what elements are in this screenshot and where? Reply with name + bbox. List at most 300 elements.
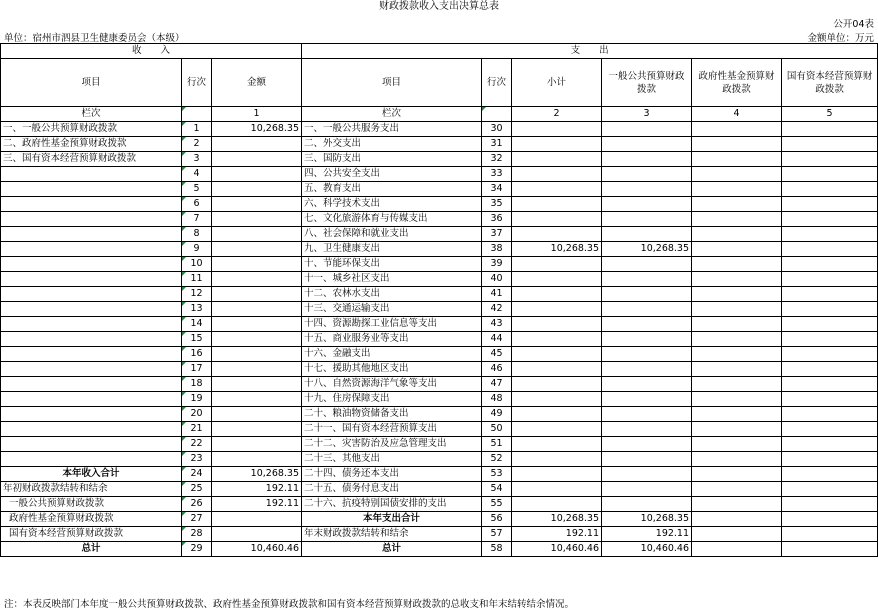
gov-fund-amount — [692, 542, 782, 557]
income-amount — [212, 167, 302, 182]
expense-item: 四、公共安全支出 — [302, 167, 482, 182]
table-row — [1, 272, 878, 287]
expense-line-no: 35 — [482, 197, 512, 212]
state-capital-amount — [782, 377, 878, 392]
expense-item: 十一、城乡社区支出 — [302, 272, 482, 287]
gov-fund-header: 政府性基金预算财政拨款 — [692, 59, 782, 107]
income-section-header: 收 入 — [1, 44, 302, 59]
expense-item: 三、国防支出 — [302, 152, 482, 167]
gov-fund-amount — [692, 167, 782, 182]
subtotal-amount: 10,268.35 — [512, 512, 602, 527]
general-budget-amount: 192.11 — [602, 527, 692, 542]
column-blank — [182, 107, 212, 122]
expense-item: 总计 — [302, 542, 482, 557]
column-number-1: 1 — [212, 107, 302, 122]
expense-item: 九、卫生健康支出 — [302, 242, 482, 257]
income-amount — [212, 392, 302, 407]
general-budget-amount — [602, 407, 692, 422]
expense-item: 十五、商业服务业等支出 — [302, 332, 482, 347]
income-item — [1, 167, 182, 182]
income-line-no: 23 — [182, 452, 212, 467]
state-capital-amount — [782, 407, 878, 422]
table-row — [1, 362, 878, 377]
expense-line-no: 34 — [482, 182, 512, 197]
expense-item: 二十五、债务付息支出 — [302, 482, 482, 497]
table-row — [1, 242, 878, 257]
subtotal-amount — [512, 257, 602, 272]
income-amount — [212, 152, 302, 167]
subtotal-amount — [512, 377, 602, 392]
income-line-no: 2 — [182, 137, 212, 152]
income-line-no: 27 — [182, 512, 212, 527]
amount-unit: 金额单位：万元 — [807, 33, 874, 44]
subtotal-amount — [512, 422, 602, 437]
state-capital-amount — [782, 527, 878, 542]
state-capital-amount — [782, 257, 878, 272]
subtotal-amount — [512, 332, 602, 347]
income-item — [1, 392, 182, 407]
expense-item: 十二、农林水支出 — [302, 287, 482, 302]
gov-fund-amount — [692, 362, 782, 377]
general-budget-amount — [602, 167, 692, 182]
state-capital-amount — [782, 542, 878, 557]
gov-fund-amount — [692, 212, 782, 227]
expense-item: 二十四、债务还本支出 — [302, 467, 482, 482]
subtotal-amount — [512, 212, 602, 227]
gov-fund-amount — [692, 302, 782, 317]
gov-fund-amount — [692, 242, 782, 257]
subtotal-amount: 192.11 — [512, 527, 602, 542]
general-budget-amount — [602, 182, 692, 197]
income-item — [1, 332, 182, 347]
expense-line-no: 38 — [482, 242, 512, 257]
gov-fund-amount — [692, 482, 782, 497]
income-amount — [212, 302, 302, 317]
expense-item: 本年支出合计 — [302, 512, 482, 527]
column-number-4: 4 — [692, 107, 782, 122]
subtotal-amount — [512, 302, 602, 317]
table-row — [1, 542, 878, 557]
general-budget-amount — [602, 257, 692, 272]
income-line-no: 20 — [182, 407, 212, 422]
subtotal-amount — [512, 167, 602, 182]
income-item — [1, 197, 182, 212]
income-line-no: 10 — [182, 257, 212, 272]
income-item — [1, 317, 182, 332]
income-item — [1, 347, 182, 362]
general-budget-amount — [602, 332, 692, 347]
subtotal-amount — [512, 182, 602, 197]
form-number: 公开04表 — [833, 19, 874, 30]
income-line-no: 26 — [182, 497, 212, 512]
expense-item: 十六、金融支出 — [302, 347, 482, 362]
income-amount-header: 金额 — [212, 59, 302, 107]
income-line-no: 14 — [182, 317, 212, 332]
income-item — [1, 422, 182, 437]
expense-line-no: 48 — [482, 392, 512, 407]
table-row — [1, 302, 878, 317]
expense-item: 十三、交通运输支出 — [302, 302, 482, 317]
expense-item: 五、教育支出 — [302, 182, 482, 197]
gov-fund-amount — [692, 317, 782, 332]
expense-line-no: 42 — [482, 302, 512, 317]
general-budget-amount — [602, 467, 692, 482]
state-capital-amount — [782, 242, 878, 257]
income-amount: 10,460.46 — [212, 542, 302, 557]
general-budget-amount — [602, 212, 692, 227]
gov-fund-amount — [692, 332, 782, 347]
subtotal-amount — [512, 407, 602, 422]
subtotal-header: 小计 — [512, 59, 602, 107]
general-budget-amount — [602, 437, 692, 452]
general-budget-amount — [602, 272, 692, 287]
table-row — [1, 527, 878, 542]
income-line-no: 17 — [182, 362, 212, 377]
table-row — [1, 452, 878, 467]
subtotal-amount — [512, 482, 602, 497]
gov-fund-amount — [692, 122, 782, 137]
column-blank — [482, 107, 512, 122]
expense-line-no: 49 — [482, 407, 512, 422]
income-line-no: 15 — [182, 332, 212, 347]
subtotal-amount — [512, 362, 602, 377]
income-amount: 192.11 — [212, 482, 302, 497]
general-budget-amount — [602, 287, 692, 302]
general-budget-amount — [602, 392, 692, 407]
gov-fund-amount — [692, 182, 782, 197]
income-amount — [212, 287, 302, 302]
income-line-no: 4 — [182, 167, 212, 182]
income-item: 一般公共预算财政拨款 — [1, 497, 182, 512]
expense-line-no: 50 — [482, 422, 512, 437]
state-capital-amount — [782, 212, 878, 227]
income-line-no: 13 — [182, 302, 212, 317]
subtotal-amount — [512, 287, 602, 302]
income-line-no: 28 — [182, 527, 212, 542]
state-capital-amount — [782, 182, 878, 197]
expense-item: 二、外交支出 — [302, 137, 482, 152]
income-amount — [212, 512, 302, 527]
general-budget-amount — [602, 377, 692, 392]
income-amount — [212, 317, 302, 332]
general-budget-amount — [602, 137, 692, 152]
state-capital-amount — [782, 422, 878, 437]
income-amount — [212, 137, 302, 152]
expense-item: 八、社会保障和就业支出 — [302, 227, 482, 242]
income-amount — [212, 227, 302, 242]
state-capital-amount — [782, 497, 878, 512]
income-amount: 10,268.35 — [212, 122, 302, 137]
income-item — [1, 407, 182, 422]
general-budget-amount: 10,460.46 — [602, 542, 692, 557]
subtotal-amount — [512, 152, 602, 167]
table-row — [1, 212, 878, 227]
gov-fund-amount — [692, 377, 782, 392]
table-row — [1, 392, 878, 407]
state-capital-amount — [782, 467, 878, 482]
subtotal-amount — [512, 137, 602, 152]
income-amount — [212, 212, 302, 227]
state-capital-amount — [782, 137, 878, 152]
income-item — [1, 182, 182, 197]
state-capital-amount — [782, 347, 878, 362]
expense-line-no: 46 — [482, 362, 512, 377]
state-capital-amount — [782, 122, 878, 137]
general-budget-amount — [602, 482, 692, 497]
subtotal-amount — [512, 197, 602, 212]
income-item — [1, 242, 182, 257]
expense-line-no: 53 — [482, 467, 512, 482]
expense-item: 二十一、国有资本经营预算支出 — [302, 422, 482, 437]
expense-line-no: 37 — [482, 227, 512, 242]
expense-line-no: 55 — [482, 497, 512, 512]
expense-line-no: 47 — [482, 377, 512, 392]
income-amount — [212, 422, 302, 437]
table-row — [1, 347, 878, 362]
expense-line-no: 52 — [482, 452, 512, 467]
general-budget-amount — [602, 452, 692, 467]
subtotal-amount — [512, 437, 602, 452]
general-budget-amount — [602, 422, 692, 437]
general-budget-amount — [602, 122, 692, 137]
state-capital-amount — [782, 227, 878, 242]
gov-fund-amount — [692, 272, 782, 287]
general-budget-amount — [602, 347, 692, 362]
table-row — [1, 377, 878, 392]
footnote: 注：本表反映部门本年度一般公共预算财政拨款、政府性基金预算财政拨款和国有资本经营预算财政拨款的总收支和年末结转结余情况。 — [4, 599, 575, 610]
subtotal-amount — [512, 317, 602, 332]
state-capital-header: 国有资本经营预算财政拨款 — [782, 59, 878, 107]
expense-line-no: 45 — [482, 347, 512, 362]
expense-line-no: 31 — [482, 137, 512, 152]
income-item: 政府性基金预算财政拨款 — [1, 512, 182, 527]
income-amount — [212, 182, 302, 197]
income-amount — [212, 257, 302, 272]
state-capital-amount — [782, 302, 878, 317]
gov-fund-amount — [692, 437, 782, 452]
table-row — [1, 287, 878, 302]
state-capital-amount — [782, 152, 878, 167]
income-item — [1, 302, 182, 317]
table-row — [1, 122, 878, 137]
expense-line-no: 30 — [482, 122, 512, 137]
state-capital-amount — [782, 332, 878, 347]
gov-fund-amount — [692, 512, 782, 527]
expense-item: 六、科学技术支出 — [302, 197, 482, 212]
gov-fund-amount — [692, 527, 782, 542]
state-capital-amount — [782, 437, 878, 452]
expense-item: 一、一般公共服务支出 — [302, 122, 482, 137]
report-title: 财政拨款收入支出决算总表 — [379, 1, 499, 12]
table-row — [1, 422, 878, 437]
income-amount — [212, 197, 302, 212]
income-amount — [212, 362, 302, 377]
general-budget-amount — [602, 152, 692, 167]
expense-line-no: 43 — [482, 317, 512, 332]
income-item: 本年收入合计 — [1, 467, 182, 482]
table-row — [1, 467, 878, 482]
income-item: 三、国有资本经营预算财政拨款 — [1, 152, 182, 167]
income-amount — [212, 437, 302, 452]
expense-line-no: 39 — [482, 257, 512, 272]
income-line-no: 24 — [182, 467, 212, 482]
gov-fund-amount — [692, 287, 782, 302]
income-item-header: 项目 — [1, 59, 182, 107]
income-item — [1, 362, 182, 377]
gov-fund-amount — [692, 257, 782, 272]
expense-line-no: 44 — [482, 332, 512, 347]
gov-fund-amount — [692, 407, 782, 422]
column-label-left: 栏次 — [1, 107, 182, 122]
expense-section-header: 支 出 — [302, 44, 878, 59]
general-budget-header: 一般公共预算财政拨款 — [602, 59, 692, 107]
income-line-no: 25 — [182, 482, 212, 497]
general-budget-amount — [602, 497, 692, 512]
subtotal-amount — [512, 227, 602, 242]
expense-line-no: 58 — [482, 542, 512, 557]
table-row — [1, 152, 878, 167]
expense-item-header: 项目 — [302, 59, 482, 107]
income-amount — [212, 242, 302, 257]
general-budget-amount: 10,268.35 — [602, 242, 692, 257]
income-line-no: 21 — [182, 422, 212, 437]
income-amount — [212, 272, 302, 287]
subtotal-amount — [512, 272, 602, 287]
table-row — [1, 437, 878, 452]
table-row — [1, 332, 878, 347]
subtotal-amount: 10,460.46 — [512, 542, 602, 557]
table-row — [1, 257, 878, 272]
gov-fund-amount — [692, 467, 782, 482]
income-line-no: 11 — [182, 272, 212, 287]
income-line-no: 6 — [182, 197, 212, 212]
income-amount: 10,268.35 — [212, 467, 302, 482]
income-amount — [212, 452, 302, 467]
income-line-no: 16 — [182, 347, 212, 362]
income-amount — [212, 347, 302, 362]
state-capital-amount — [782, 167, 878, 182]
state-capital-amount — [782, 197, 878, 212]
table-row — [1, 407, 878, 422]
gov-fund-amount — [692, 227, 782, 242]
column-number-3: 3 — [602, 107, 692, 122]
income-item — [1, 257, 182, 272]
income-line-no: 1 — [182, 122, 212, 137]
expense-item: 十、节能环保支出 — [302, 257, 482, 272]
general-budget-amount — [602, 317, 692, 332]
state-capital-amount — [782, 512, 878, 527]
income-item — [1, 227, 182, 242]
expense-item: 二十二、灾害防治及应急管理支出 — [302, 437, 482, 452]
expense-item: 年末财政拨款结转和结余 — [302, 527, 482, 542]
column-number-5: 5 — [782, 107, 878, 122]
income-item — [1, 437, 182, 452]
expense-line-no: 56 — [482, 512, 512, 527]
income-item — [1, 377, 182, 392]
table-row — [1, 197, 878, 212]
gov-fund-amount — [692, 197, 782, 212]
expense-item: 十八、自然资源海洋气象等支出 — [302, 377, 482, 392]
expense-line-no: 54 — [482, 482, 512, 497]
expense-line-no: 41 — [482, 287, 512, 302]
subtotal-amount — [512, 392, 602, 407]
expense-item: 二十、粮油物资储备支出 — [302, 407, 482, 422]
income-amount: 192.11 — [212, 497, 302, 512]
income-item — [1, 272, 182, 287]
income-line-no: 19 — [182, 392, 212, 407]
income-line-no: 9 — [182, 242, 212, 257]
income-line-no: 29 — [182, 542, 212, 557]
table-row — [1, 512, 878, 527]
expense-line-no: 40 — [482, 272, 512, 287]
expense-item: 七、文化旅游体育与传媒支出 — [302, 212, 482, 227]
expense-item: 十九、住房保障支出 — [302, 392, 482, 407]
state-capital-amount — [782, 362, 878, 377]
state-capital-amount — [782, 482, 878, 497]
expense-item: 十七、援助其他地区支出 — [302, 362, 482, 377]
gov-fund-amount — [692, 422, 782, 437]
table-row — [1, 317, 878, 332]
income-line-no: 7 — [182, 212, 212, 227]
state-capital-amount — [782, 317, 878, 332]
income-line-header: 行次 — [182, 59, 212, 107]
expense-line-no: 32 — [482, 152, 512, 167]
gov-fund-amount — [692, 392, 782, 407]
expense-line-no: 33 — [482, 167, 512, 182]
gov-fund-amount — [692, 347, 782, 362]
state-capital-amount — [782, 272, 878, 287]
general-budget-amount — [602, 362, 692, 377]
expense-line-no: 57 — [482, 527, 512, 542]
income-line-no: 3 — [182, 152, 212, 167]
general-budget-amount: 10,268.35 — [602, 512, 692, 527]
income-item: 总计 — [1, 542, 182, 557]
table-row — [1, 182, 878, 197]
income-item — [1, 452, 182, 467]
table-row — [1, 227, 878, 242]
subtotal-amount — [512, 452, 602, 467]
subtotal-amount: 10,268.35 — [512, 242, 602, 257]
column-number-2: 2 — [512, 107, 602, 122]
income-amount — [212, 377, 302, 392]
expense-item: 十四、资源勘探工业信息等支出 — [302, 317, 482, 332]
table-row — [1, 482, 878, 497]
income-item — [1, 212, 182, 227]
subtotal-amount — [512, 122, 602, 137]
general-budget-amount — [602, 197, 692, 212]
income-item: 二、政府性基金预算财政拨款 — [1, 137, 182, 152]
gov-fund-amount — [692, 497, 782, 512]
income-line-no: 18 — [182, 377, 212, 392]
budget-summary-table — [0, 43, 878, 557]
expense-line-no: 51 — [482, 437, 512, 452]
state-capital-amount — [782, 287, 878, 302]
subtotal-amount — [512, 497, 602, 512]
expense-line-header: 行次 — [482, 59, 512, 107]
income-item — [1, 287, 182, 302]
income-line-no: 8 — [182, 227, 212, 242]
income-amount — [212, 527, 302, 542]
subtotal-amount — [512, 467, 602, 482]
income-line-no: 5 — [182, 182, 212, 197]
column-label-right: 栏次 — [302, 107, 482, 122]
income-amount — [212, 332, 302, 347]
income-line-no: 12 — [182, 287, 212, 302]
table-row — [1, 167, 878, 182]
table-row — [1, 137, 878, 152]
subtotal-amount — [512, 347, 602, 362]
gov-fund-amount — [692, 452, 782, 467]
